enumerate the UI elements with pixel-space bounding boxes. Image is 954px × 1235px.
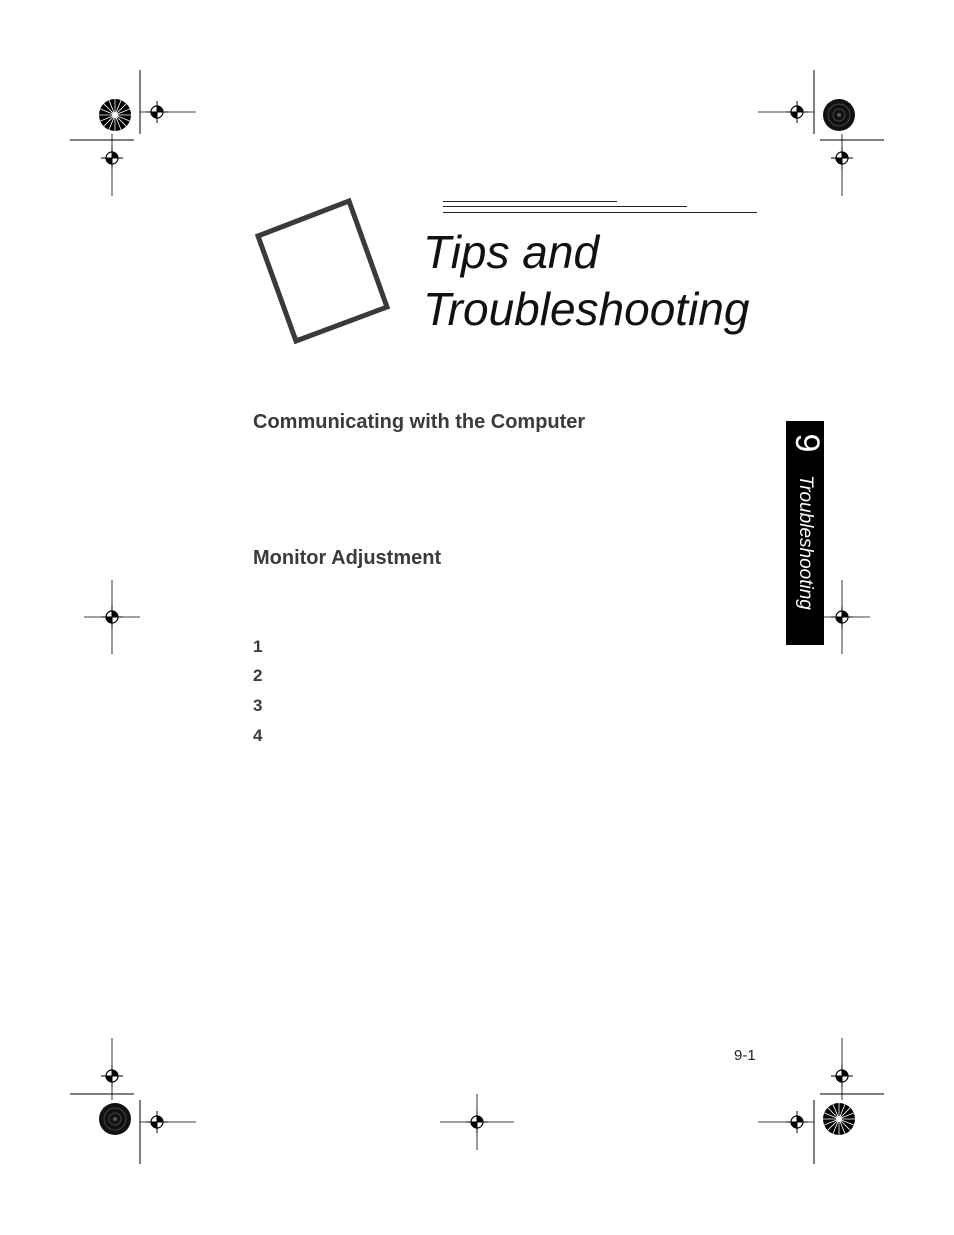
chapter-square-graphic	[250, 194, 400, 349]
step-number-4: 4	[253, 726, 263, 745]
chapter-rule-2	[443, 206, 687, 207]
step-number-3: 3	[253, 696, 263, 715]
step-number-1: 1	[253, 637, 263, 656]
chapter-title	[423, 224, 783, 338]
page-number: 9-1	[734, 1047, 756, 1064]
chapter-rule-1	[443, 201, 617, 202]
chapter-title-line-2: Troubleshooting	[423, 283, 750, 335]
side-tab-number: 9	[788, 433, 826, 453]
chapter-side-tab	[786, 421, 824, 645]
side-tab-label: Troubleshooting	[795, 475, 816, 610]
chapter-title-line-1: Tips and	[423, 226, 600, 278]
chapter-rule-3	[443, 212, 757, 213]
step-number-2: 2	[253, 666, 263, 685]
section-heading-monitor: Monitor Adjustment	[253, 547, 442, 569]
section-heading-communicating: Communicating with the Computer	[253, 411, 586, 433]
